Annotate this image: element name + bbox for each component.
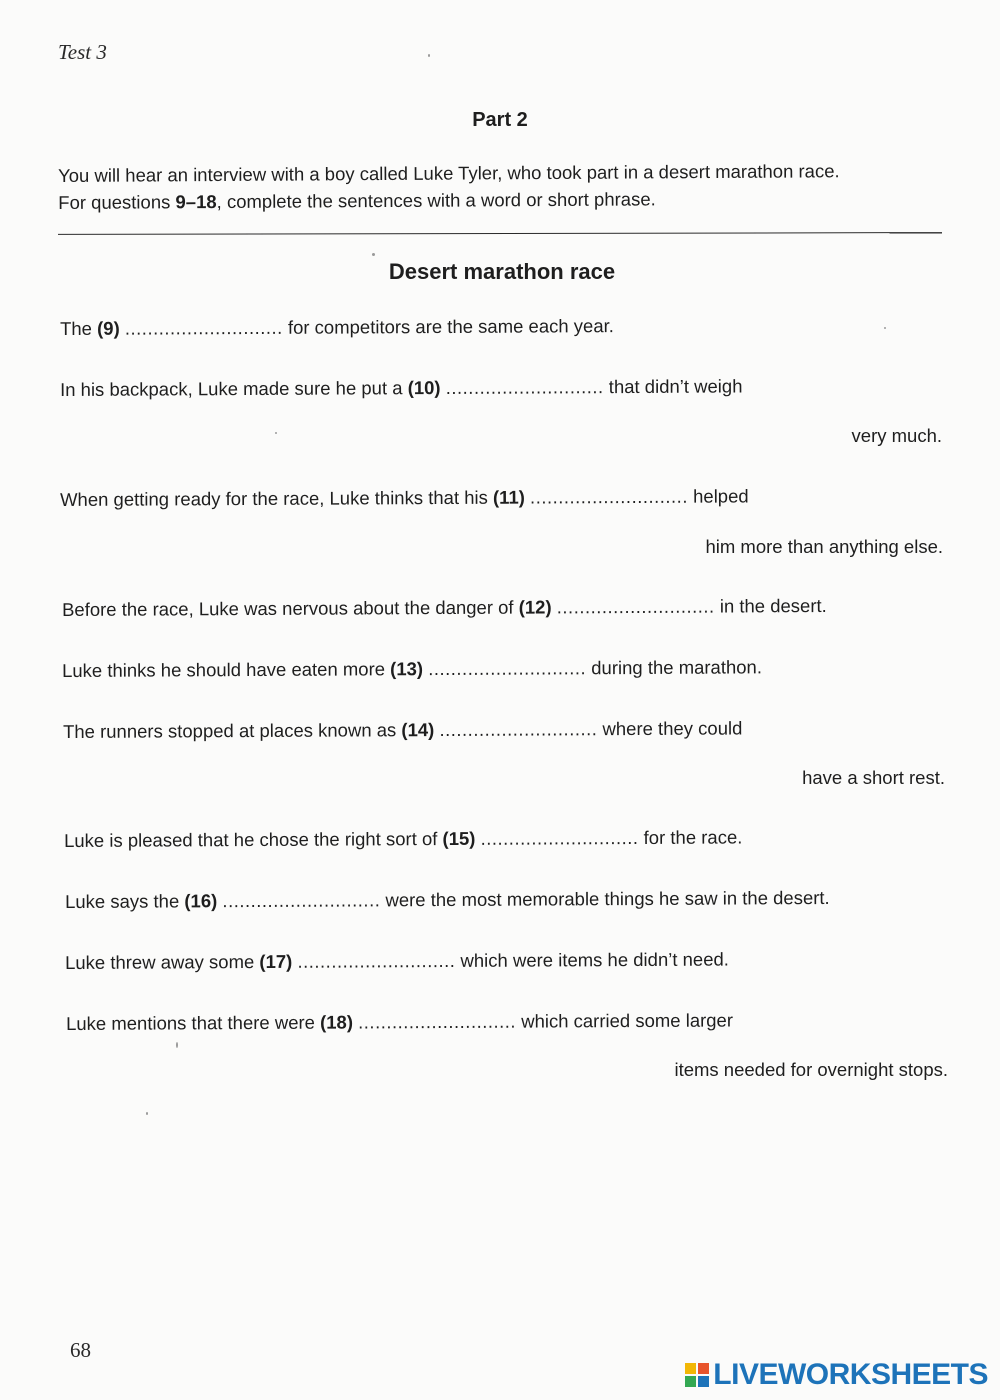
question-text-before: Luke mentions that there were	[66, 1011, 321, 1034]
question-text-before: Luke thinks he should have eaten more	[62, 658, 391, 681]
answer-blank[interactable]: ............................	[445, 376, 604, 398]
scan-speck	[176, 1042, 178, 1048]
instructions-prefix: For questions	[58, 191, 176, 213]
answer-blank[interactable]: ............................	[480, 826, 639, 849]
question-number: (14)	[401, 719, 435, 741]
question-text-after: where they could	[597, 717, 743, 740]
scan-speck	[372, 253, 375, 256]
question-text-after: which were items he didn’t need.	[455, 948, 729, 971]
question-14-continuation: have a short rest.	[802, 767, 945, 788]
scan-speck	[428, 54, 430, 57]
question-text-before: When getting ready for the race, Luke thinks that his	[60, 486, 494, 510]
question-text-after: that didn’t weigh	[603, 375, 743, 398]
question-range: 9–18	[175, 191, 217, 213]
question-text-after: for the race.	[638, 826, 743, 848]
question-text-after: which carried some larger	[515, 1009, 734, 1032]
answer-blank[interactable]: ............................	[222, 889, 381, 912]
question-14	[63, 717, 742, 743]
question-11	[60, 485, 749, 511]
test-label: Test 3	[58, 40, 107, 64]
section-title: Desert marathon race	[388, 259, 616, 284]
answer-blank[interactable]: ............................	[428, 657, 587, 680]
instructions-line-1: You will hear an interview with a boy called Luke Tyler, who took part in a desert marathon race.	[58, 160, 840, 186]
answer-blank[interactable]: ............................	[297, 949, 456, 972]
question-text-after: for competitors are the same each year.	[282, 315, 614, 338]
answer-blank[interactable]: ............................	[529, 485, 688, 508]
question-18	[66, 1010, 733, 1035]
answer-blank[interactable]: ............................	[556, 595, 715, 618]
part-heading: Part 2	[472, 109, 528, 131]
question-10-continuation: very much.	[851, 425, 942, 446]
question-text-before: Luke says the	[65, 890, 185, 912]
question-number: (9)	[97, 317, 120, 339]
question-number: (17)	[259, 950, 293, 972]
question-number: (12)	[518, 596, 552, 618]
instructions	[58, 157, 958, 216]
question-text-before: In his backpack, Luke made sure he put a	[60, 377, 408, 400]
answer-blank[interactable]: ............................	[358, 1010, 517, 1033]
question-text-before: Luke threw away some	[65, 950, 260, 973]
answer-blank[interactable]: ............................	[439, 718, 598, 741]
scan-speck	[884, 327, 886, 329]
question-text-before: The runners stopped at places known as	[63, 719, 402, 742]
question-10	[60, 375, 743, 401]
question-text-before: The	[60, 317, 98, 339]
liveworksheets-brand[interactable]	[685, 1358, 988, 1392]
question-16	[65, 887, 830, 913]
question-number: (15)	[442, 827, 476, 850]
question-17	[65, 949, 729, 974]
divider-rule	[58, 232, 942, 235]
question-15	[64, 826, 742, 852]
question-text-before: Before the race, Luke was nervous about the danger of	[62, 596, 519, 620]
question-text-after: were the most memorable things he saw in the desert.	[380, 886, 830, 911]
instructions-suffix: , complete the sentences with a word or short phrase.	[216, 188, 656, 213]
answer-blank[interactable]: ............................	[124, 316, 283, 339]
question-13	[62, 656, 762, 682]
scan-speck	[146, 1112, 148, 1115]
question-12	[62, 595, 827, 621]
question-number: (10)	[407, 377, 441, 399]
question-text-after: helped	[687, 485, 749, 507]
question-number: (11)	[492, 486, 525, 508]
question-number: (16)	[184, 890, 218, 912]
question-number: (18)	[320, 1011, 354, 1033]
question-text-after: in the desert.	[714, 594, 827, 617]
instructions-line-2	[58, 184, 958, 216]
brand-text: LIVEWORKSHEETS	[713, 1358, 988, 1391]
page-number: 68	[70, 1338, 91, 1362]
question-18-continuation: items needed for overnight stops.	[674, 1059, 948, 1080]
question-text-after: during the marathon.	[586, 656, 763, 679]
question-number: (13)	[390, 658, 424, 680]
question-9	[60, 315, 614, 340]
question-text-before: Luke is pleased that he chose the right sort of	[64, 828, 443, 851]
liveworksheets-logo-icon	[685, 1363, 709, 1387]
question-11-continuation: him more than anything else.	[705, 536, 943, 557]
scan-speck	[275, 432, 277, 434]
